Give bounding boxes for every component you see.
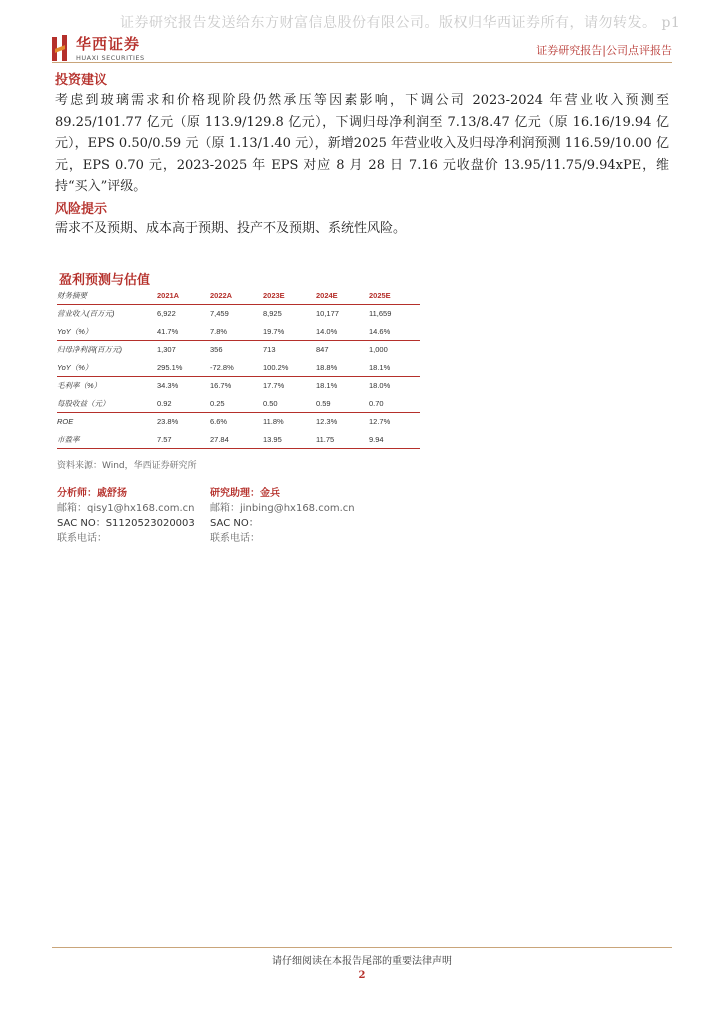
row-label: 每股收益（元） bbox=[57, 398, 110, 408]
table-cell: 10,177 bbox=[316, 309, 339, 319]
footer-disclaimer: 请仔细阅读在本报告尾部的重要法律声明 bbox=[272, 956, 452, 967]
assistant-name: 金兵 bbox=[260, 488, 280, 499]
row-label: YoY（%） bbox=[57, 362, 93, 372]
table-row bbox=[57, 305, 420, 323]
table-cell: 11.75 bbox=[316, 431, 369, 449]
company-logo bbox=[52, 33, 145, 62]
table-cell: 0.92 bbox=[157, 398, 172, 408]
table-cell: 19.7% bbox=[263, 326, 285, 336]
logo-cn-text: 华西证券 bbox=[76, 35, 141, 53]
assistant-phone: 联系电话： bbox=[210, 533, 260, 544]
row-label: ROE bbox=[57, 413, 157, 431]
page-number: 2 bbox=[358, 970, 366, 981]
table-cell: 847 bbox=[316, 341, 369, 359]
table-row bbox=[57, 431, 420, 449]
row-label: 归母净利润(百万元) bbox=[57, 341, 157, 359]
table-cell: -72.8% bbox=[210, 362, 234, 372]
table-header-cell: 2025E bbox=[369, 287, 420, 305]
footer-divider bbox=[52, 947, 672, 948]
invest-section-title: 投资建议 bbox=[55, 73, 108, 88]
table-cell: 6,922 bbox=[157, 309, 176, 319]
table-cell: 16.7% bbox=[210, 377, 263, 395]
table-header-cell: 2021A bbox=[157, 287, 210, 305]
analyst-name: 戚舒扬 bbox=[97, 488, 127, 499]
table-cell: 18.1% bbox=[316, 377, 369, 395]
table-cell: 14.0% bbox=[316, 326, 338, 336]
row-label: YoY（%） bbox=[57, 326, 93, 336]
table-cell: 12.7% bbox=[369, 413, 420, 431]
table-cell: 18.0% bbox=[369, 377, 420, 395]
table-cell: 0.59 bbox=[316, 398, 331, 408]
table-cell: 12.3% bbox=[316, 413, 369, 431]
table-cell: 11,659 bbox=[369, 309, 392, 319]
table-header-row bbox=[57, 287, 420, 305]
table-cell: 41.7% bbox=[157, 326, 179, 336]
analyst-email: 邮箱：qisy1@hx168.com.cn bbox=[57, 503, 195, 514]
table-cell: 18.8% bbox=[316, 362, 338, 372]
table-cell: 14.6% bbox=[369, 326, 391, 336]
forecast-table bbox=[57, 287, 420, 449]
table-source-note: 资料来源：Wind，华西证券研究所 bbox=[57, 461, 197, 471]
table-row bbox=[57, 413, 420, 431]
table-cell: 1,307 bbox=[157, 341, 210, 359]
table-cell: 13.95 bbox=[263, 431, 316, 449]
table-row bbox=[57, 395, 420, 413]
logo-icon bbox=[52, 35, 70, 61]
row-label: 营业收入(百万元) bbox=[57, 309, 115, 319]
table-cell: 713 bbox=[263, 341, 316, 359]
assistant-email: 邮箱：jinbing@hx168.com.cn bbox=[210, 503, 355, 514]
header-divider bbox=[52, 62, 672, 63]
table-header-cell: 2023E bbox=[263, 287, 316, 305]
watermark-text: 证券研究报告发送给东方财富信息股份有限公司。版权归华西证券所有，请勿转发。 p1 bbox=[120, 15, 681, 31]
row-label: 市盈率 bbox=[57, 431, 157, 449]
analyst-phone: 联系电话： bbox=[57, 533, 107, 544]
table-cell: 17.7% bbox=[263, 377, 316, 395]
table-header-cell: 财务摘要 bbox=[57, 287, 157, 305]
table-cell: 0.50 bbox=[263, 398, 278, 408]
table-cell: 356 bbox=[210, 341, 263, 359]
risk-paragraph: 需求不及预期、成本高于预期、投产不及预期、系统性风险。 bbox=[55, 221, 407, 236]
table-cell: 18.1% bbox=[369, 362, 391, 372]
table-cell: 7.57 bbox=[157, 431, 210, 449]
table-cell: 9.94 bbox=[369, 431, 420, 449]
assistant-sac: SAC NO： bbox=[210, 518, 259, 529]
table-cell: 0.70 bbox=[369, 398, 384, 408]
table-cell: 1,000 bbox=[369, 341, 420, 359]
analyst-block bbox=[57, 486, 195, 546]
risk-section-title: 风险提示 bbox=[55, 202, 108, 217]
table-cell: 27.84 bbox=[210, 431, 263, 449]
table-row bbox=[57, 359, 420, 377]
table-cell: 0.25 bbox=[210, 398, 225, 408]
table-cell: 100.2% bbox=[263, 362, 289, 372]
row-label: 毛利率（%） bbox=[57, 377, 157, 395]
table-cell: 6.6% bbox=[210, 413, 263, 431]
table-cell: 7,459 bbox=[210, 309, 229, 319]
analyst-sac: SAC NO：S1120523020003 bbox=[57, 518, 195, 529]
analyst-role: 分析师： bbox=[57, 488, 97, 499]
table-cell: 34.3% bbox=[157, 377, 210, 395]
table-row bbox=[57, 341, 420, 359]
logo-en-text: HUAXI SECURITIES bbox=[76, 54, 145, 62]
forecast-table-title: 盈利预测与估值 bbox=[59, 273, 151, 288]
report-type-label: 证券研究报告|公司点评报告 bbox=[536, 44, 672, 57]
table-cell: 7.8% bbox=[210, 326, 228, 336]
table-cell: 295.1% bbox=[157, 362, 183, 372]
invest-paragraph: 考虑到玻璃需求和价格现阶段仍然承压等因素影响，下调公司 2023-2024 年营业收入预测至 89.25/101.77 亿元（原 113.9/129.8 亿元），下调归母净利润至 7.13/8.47 亿元（原 16.16/19.94 亿元），EPS 0.50/0.59 元（原 1.13/1.40 元），新增2025 年营业收入及归母净利润预测 116.59/10.00 亿元，EPS 0.70 元，2023-2025 年 EPS 对应 8 月 28 日 7.16 元收盘价 13.95/11.75/9.94xPE，维持“买入”评级。 bbox=[55, 93, 669, 194]
table-header-cell: 2022A bbox=[210, 287, 263, 305]
table-row bbox=[57, 377, 420, 395]
assistant-block bbox=[210, 486, 355, 546]
table-row bbox=[57, 323, 420, 341]
table-cell: 11.8% bbox=[263, 413, 316, 431]
table-cell: 23.8% bbox=[157, 413, 210, 431]
table-cell: 8,925 bbox=[263, 309, 282, 319]
assistant-role: 研究助理： bbox=[210, 488, 260, 499]
table-header-cell: 2024E bbox=[316, 287, 369, 305]
